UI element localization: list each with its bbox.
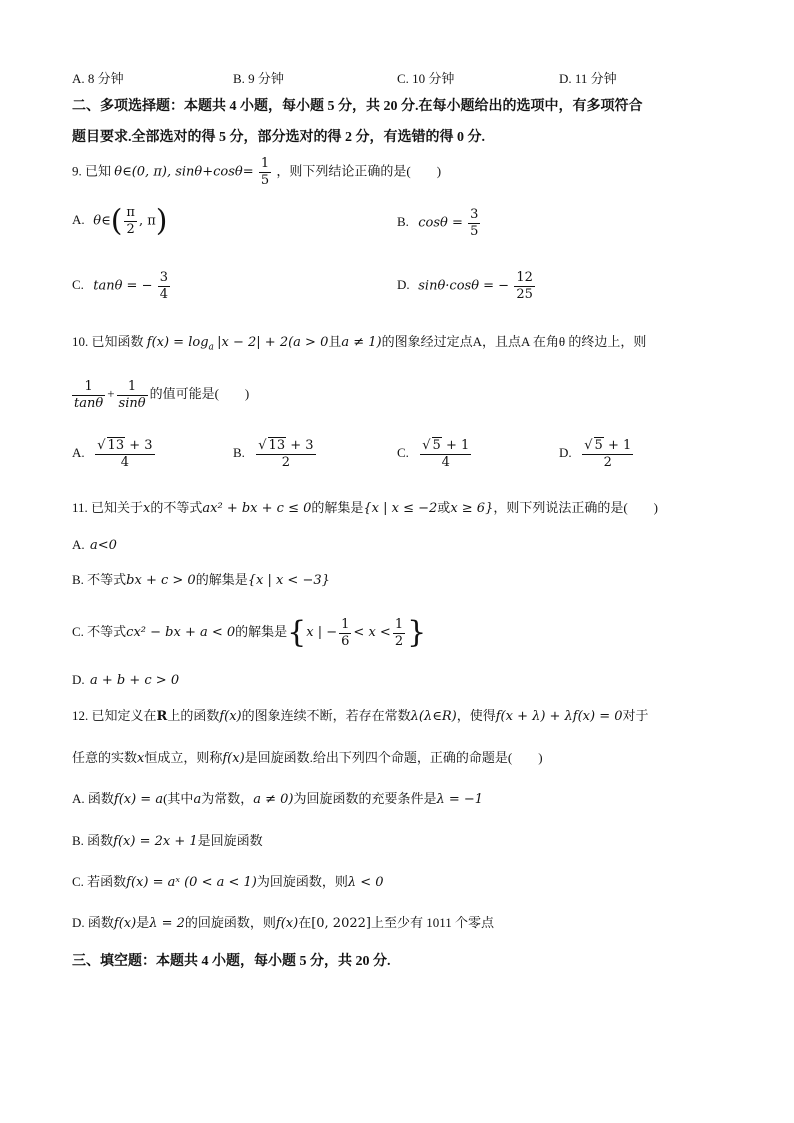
q12-option-c[interactable] [72,872,734,893]
q11-c-frac2 [393,617,405,650]
q10-stem-line1 [72,332,734,358]
q10-d-rad: 5 [594,438,603,453]
q12-a-cond: a ≠ 0) [253,792,294,807]
q10-expr2: a ≠ 1) [341,335,382,350]
q10-a-frac [95,437,154,471]
q9-c-num: 3 [159,270,169,285]
q12-line2-mid: 恒成立，则称 [144,750,223,765]
q10-b-plus: + 3 [286,438,314,453]
q11-option-b[interactable] [72,570,734,591]
q12-d-lambda: λ = 2 [149,916,185,931]
q12-d-fx2: f(x) [275,916,299,931]
q9-a-post: , π [138,213,156,229]
q11-c-set-mid: < x < [353,625,391,640]
q10-line1-post: 的图象经过定点A，且点A 在角θ 的终边上，则 [381,334,647,349]
q10-option-a[interactable] [72,437,157,471]
q10-d-frac [582,437,633,471]
q11-c-expr: cx² − bx + a < 0 [126,625,236,640]
q9-a-den: 2 [126,222,135,237]
q9-frac-den: 5 [260,173,270,188]
q12-d-pre: D. 函数 [72,915,114,930]
q11-c-rbrace: } [407,615,427,651]
q12-a-expr: f(x) = a [113,792,164,807]
q10-d-label: D. [559,444,572,460]
q12-d-mid3: 在 [298,915,312,930]
option-a-8min[interactable]: A. 8 分钟 [72,71,124,86]
q9-number: 9. 已知 [72,163,112,179]
q12-lambda: λ(λ∈R) [410,709,457,724]
q11-set: {x | x ≤ −2 [363,501,438,516]
q12-c-mid: 为回旋函数，则 [256,874,348,889]
q11-d-label: D. [72,672,85,687]
q12-c-post: λ < 0 [347,875,384,890]
q12-mid3: ，使得 [456,708,496,723]
q9-a-label: A. [72,212,85,228]
q11-c-d2: 2 [394,633,404,649]
q9-option-c[interactable] [72,270,172,303]
q11-var: x [143,501,151,516]
q11-c-set-pre: x | − [306,625,338,640]
q10-frac2 [117,379,148,412]
q10-b-label: B. [233,444,245,460]
q11-option-c[interactable] [72,612,734,653]
q11-b-mid: 的解集是 [195,572,248,587]
q9-tail: ，则下列结论正确的是( ) [276,163,442,179]
q10-f2-num: 1 [117,379,148,396]
q10-c-num: √ 5 + 1 [422,438,470,453]
q10-a-num: √ 13 + 3 [97,438,153,453]
q9-a-pre: θ∈ [93,213,111,229]
q9-a-num: π [126,205,135,220]
q10-line2-post: 的值可能是( ) [149,386,250,401]
q11-expr: ax² + bx + c ≤ 0 [202,501,312,516]
q11-b-expr: bx + c > 0 [126,573,196,588]
q12-b-expr: f(x) = 2x + 1 [113,834,198,849]
q9-b-label: B. [397,214,409,230]
q11-c-frac1 [339,617,351,650]
q11-stem [72,498,734,519]
q10-d-plus: + 1 [603,438,632,453]
option-d-11min[interactable]: D. 11 分钟 [559,71,617,86]
q12-d-interval: [0, 2022] [311,916,371,931]
q10-option-d[interactable] [559,437,635,471]
q12-b-post: 是回旋函数 [197,833,263,848]
q12-mid: 上的函数 [167,708,220,723]
q11-post: ，则下列说法正确的是( ) [493,500,659,515]
q11-number: 11. 已知关于 [72,500,144,515]
q12-fx: f(x) [219,709,242,724]
q12-d-fx: f(x) [113,916,137,931]
section2-heading-line2: 题目要求.全部选对的得 5 分，部分选对的得 2 分，有选错的得 0 分. [72,130,485,145]
q10-option-c[interactable] [397,437,473,471]
option-b-9min[interactable]: B. 9 分钟 [233,71,284,86]
q10-b-den: 2 [281,455,291,470]
q12-a-post: 为回旋函数的充要条件是 [293,791,437,806]
q11-a-label: A. [72,537,85,552]
q9-b-den: 5 [470,224,479,239]
q10-f2-den: sinθ [118,395,146,411]
q10-log-base: a [208,342,214,353]
q10-c-plus: + 1 [441,438,470,453]
q12-a-a: a [193,792,202,807]
section3-heading: 三、填空题：本题共 4 小题，每小题 5 分，共 20 分. [72,954,391,969]
q9-d-num: 12 [516,270,533,285]
q9-b-frac [468,207,480,240]
q9-d-pre: sinθ·cosθ = − [418,278,510,294]
q12-d-post: 上至少有 1011 个零点 [370,915,494,930]
q11-d-expr: a + b + c > 0 [90,673,180,688]
q11-c-d1: 6 [341,633,350,649]
q9-a-rparen: ) [155,203,168,239]
q11-or: 或 [437,500,451,515]
q10-c-rad: 5 [432,438,441,453]
q10-c-frac [420,437,471,471]
q12-line1-post: 对于 [622,708,649,723]
q12-number: 12. 已知定义在 [72,708,157,723]
q9-c-frac [158,270,170,303]
q12-line2-pre: 任意的实数 [72,750,138,765]
q12-b-pre: B. 函数 [72,833,114,848]
q9-frac-num: 1 [260,156,270,171]
q10-d-num: √ 5 + 1 [584,438,632,453]
q10-c-den: 4 [441,455,450,470]
q10-a-rad: 13 [107,438,125,453]
q10-a-plus: + 3 [125,438,153,453]
q9-option-b[interactable] [397,207,482,240]
q9-b-pre: cosθ = [418,215,463,231]
q10-c-label: C. [397,444,409,460]
q12-c-expr: f(x) = aˣ (0 < a < 1) [126,875,257,890]
q12-c-pre: C. 若函数 [72,874,127,889]
q11-c-lbrace: { [287,615,307,651]
q12-line2-fx: f(x) [222,751,245,766]
q12-eq: f(x + λ) + λf(x) = 0 [495,709,623,724]
q11-set2: x ≥ 6} [450,501,494,516]
q10-func: f(x) = log [146,335,209,350]
q10-f1-den: tanθ [74,395,104,411]
q10-and: 且 [328,334,342,349]
q12-stem-line1 [72,706,734,727]
q9-c-den: 4 [159,287,169,302]
q9-a-lparen: ( [110,203,123,239]
q12-a-lambda: λ = −1 [436,792,484,807]
q11-option-d[interactable] [72,670,734,691]
q9-c-label: C. [72,277,84,293]
q11-c-mid: 的解集是 [235,624,288,639]
q11-mid2: 的解集是 [311,500,364,515]
q11-b-set: {x | x < −3} [247,573,330,588]
q12-line2-post: 是回旋函数.给出下列四个命题，正确的命题是( ) [244,750,543,765]
q9-a-frac [124,205,137,238]
q10-b-rad: 13 [268,438,286,453]
q12-a-mid: (其中 [163,791,194,806]
q11-a-expr: a<0 [90,538,117,553]
q12-d-mid2: 的回旋函数，则 [184,915,276,930]
q9-condition: θ∈(0, π), sinθ+cosθ= [114,164,254,180]
q10-b-frac [256,437,315,471]
q10-d-den: 2 [603,455,612,470]
q12-mid2: 的图象连续不断，若存在常数 [241,708,411,723]
q12-option-d[interactable] [72,913,734,934]
q11-b-pre: B. 不等式 [72,572,127,587]
q12-line2-x: x [137,751,145,766]
q9-option-a[interactable] [72,205,168,238]
q9-d-den: 25 [516,287,533,302]
q10-b-num: √ 13 + 3 [258,438,314,453]
q10-option-b[interactable] [233,437,318,471]
q12-option-a[interactable] [72,789,734,810]
q11-mid: 的不等式 [150,500,203,515]
q12-R: R [156,709,168,724]
section2-heading-line1: 二、多项选择题：本题共 4 小题，每小题 5 分，共 20 分.在每小题给出的选项中，有多项符合 [72,99,643,114]
q9-d-frac [514,270,535,303]
q10-frac1 [72,379,105,412]
q10-expr: |x − 2| + 2(a > 0 [217,335,329,350]
q11-option-a[interactable] [72,535,734,556]
q9-b-num: 3 [470,207,479,222]
q11-c-n1: 1 [341,616,350,632]
q11-c-n2: 1 [394,616,404,632]
q10-stem-line2 [72,372,734,416]
q10-number: 10. 已知函数 [72,334,144,349]
option-c-10min[interactable]: C. 10 分钟 [397,71,455,86]
q9-c-pre: tanθ = − [93,278,153,294]
q10-a-den: 4 [120,455,130,470]
q9-d-label: D. [397,277,410,293]
q11-c-pre: C. 不等式 [72,624,127,639]
q9-fraction [259,156,271,189]
q12-a-pre: A. 函数 [72,791,114,806]
q12-a-mid2: 为常数， [201,791,254,806]
q9-stem [72,156,734,189]
q9-option-d[interactable] [397,270,537,303]
q12-d-mid: 是 [136,915,150,930]
q10-f1-num: 1 [72,379,105,396]
q10-a-label: A. [72,444,85,460]
q10-plus: + [107,386,115,401]
q12-option-b[interactable] [72,831,734,852]
q12-stem-line2 [72,748,734,769]
